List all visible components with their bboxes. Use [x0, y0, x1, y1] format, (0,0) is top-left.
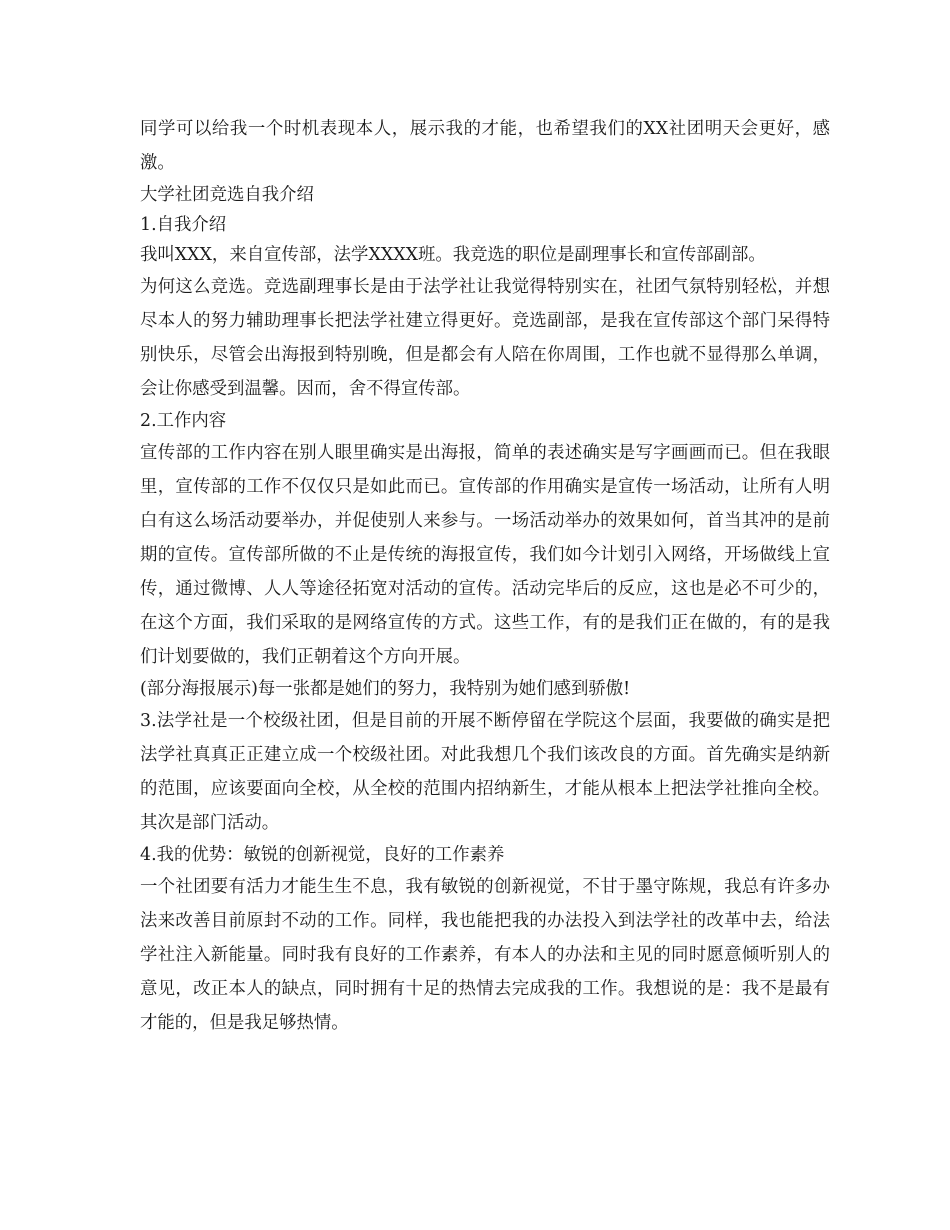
section-heading-work-content: 2.工作内容	[140, 411, 227, 431]
document-heading: 大学社团竞选自我介绍	[140, 185, 314, 205]
paragraph-club-level: 3.法学社是一个校级社团，但是目前的开展不断停留在学院这个层面，我要做的确实是把法学社真真正正建立成一个校级社团。对此我想几个我们该改良的方面。首先确实是纳新的范围，应该要面向全校，从全校的范围内招纳新生，才能从根本上把法学社推向全校。其次是部门活动。	[140, 711, 830, 833]
paragraph-reason: 为何这么竞选。竞选副理事长是由于法学社让我觉得特别实在，社团气氛特别轻松，并想尽本人的努力辅助理事长把法学社建立得更好。竞选副部，是我在宣传部这个部门呆得特别快乐，尽管会出海报到特别晚，但是都会有人陪在你周围，工作也就不显得那么单调，会让你感受到温馨。因而，舍不得宣传部。	[140, 277, 830, 399]
paragraph-poster-note: (部分海报展示)每一张都是她们的努力，我特别为她们感到骄傲!	[140, 679, 631, 699]
paragraph-closing-remark: 同学可以给我一个时机表现本人，展示我的才能，也希望我们的XX社团明天会更好，感激。	[140, 119, 830, 173]
paragraph-name-position: 我叫XXX，来自宣传部，法学XXXX班。我竞选的职位是副理事长和宣传部副部。	[140, 245, 766, 265]
section-heading-strengths: 4.我的优势：敏锐的创新视觉，良好的工作素养	[140, 845, 505, 865]
document-body	[140, 112, 830, 1040]
section-heading-self-intro: 1.自我介绍	[140, 215, 227, 235]
paragraph-strengths: 一个社团要有活力才能生生不息，我有敏锐的创新视觉，不甘于墨守陈规，我总有许多办法来改善目前原封不动的工作。同样，我也能把我的办法投入到法学社的改革中去，给法学社注入新能量。同时我有良好的工作素养，有本人的办法和主见的同时愿意倾听别人的意见，改正本人的缺点，同时拥有十足的热情去完成我的工作。我想说的是：我不是最有才能的，但是我足够热情。	[140, 877, 830, 1033]
paragraph-work-content: 宣传部的工作内容在别人眼里确实是出海报，简单的表述确实是写字画画而已。但在我眼里，宣传部的工作不仅仅只是如此而已。宣传部的作用确实是宣传一场活动，让所有人明白有这么场活动要举办，并促使别人来参与。一场活动举办的效果如何，首当其冲的是前期的宣传。宣传部所做的不止是传统的海报宣传，我们如今计划引入网络，开场做线上宣传，通过微博、人人等途径拓宽对活动的宣传。活动完毕后的反应，这也是必不可少的，在这个方面，我们采取的是网络宣传的方式。这些工作，有的是我们正在做的，有的是我们计划要做的，我们正朝着这个方向开展。	[140, 443, 830, 667]
